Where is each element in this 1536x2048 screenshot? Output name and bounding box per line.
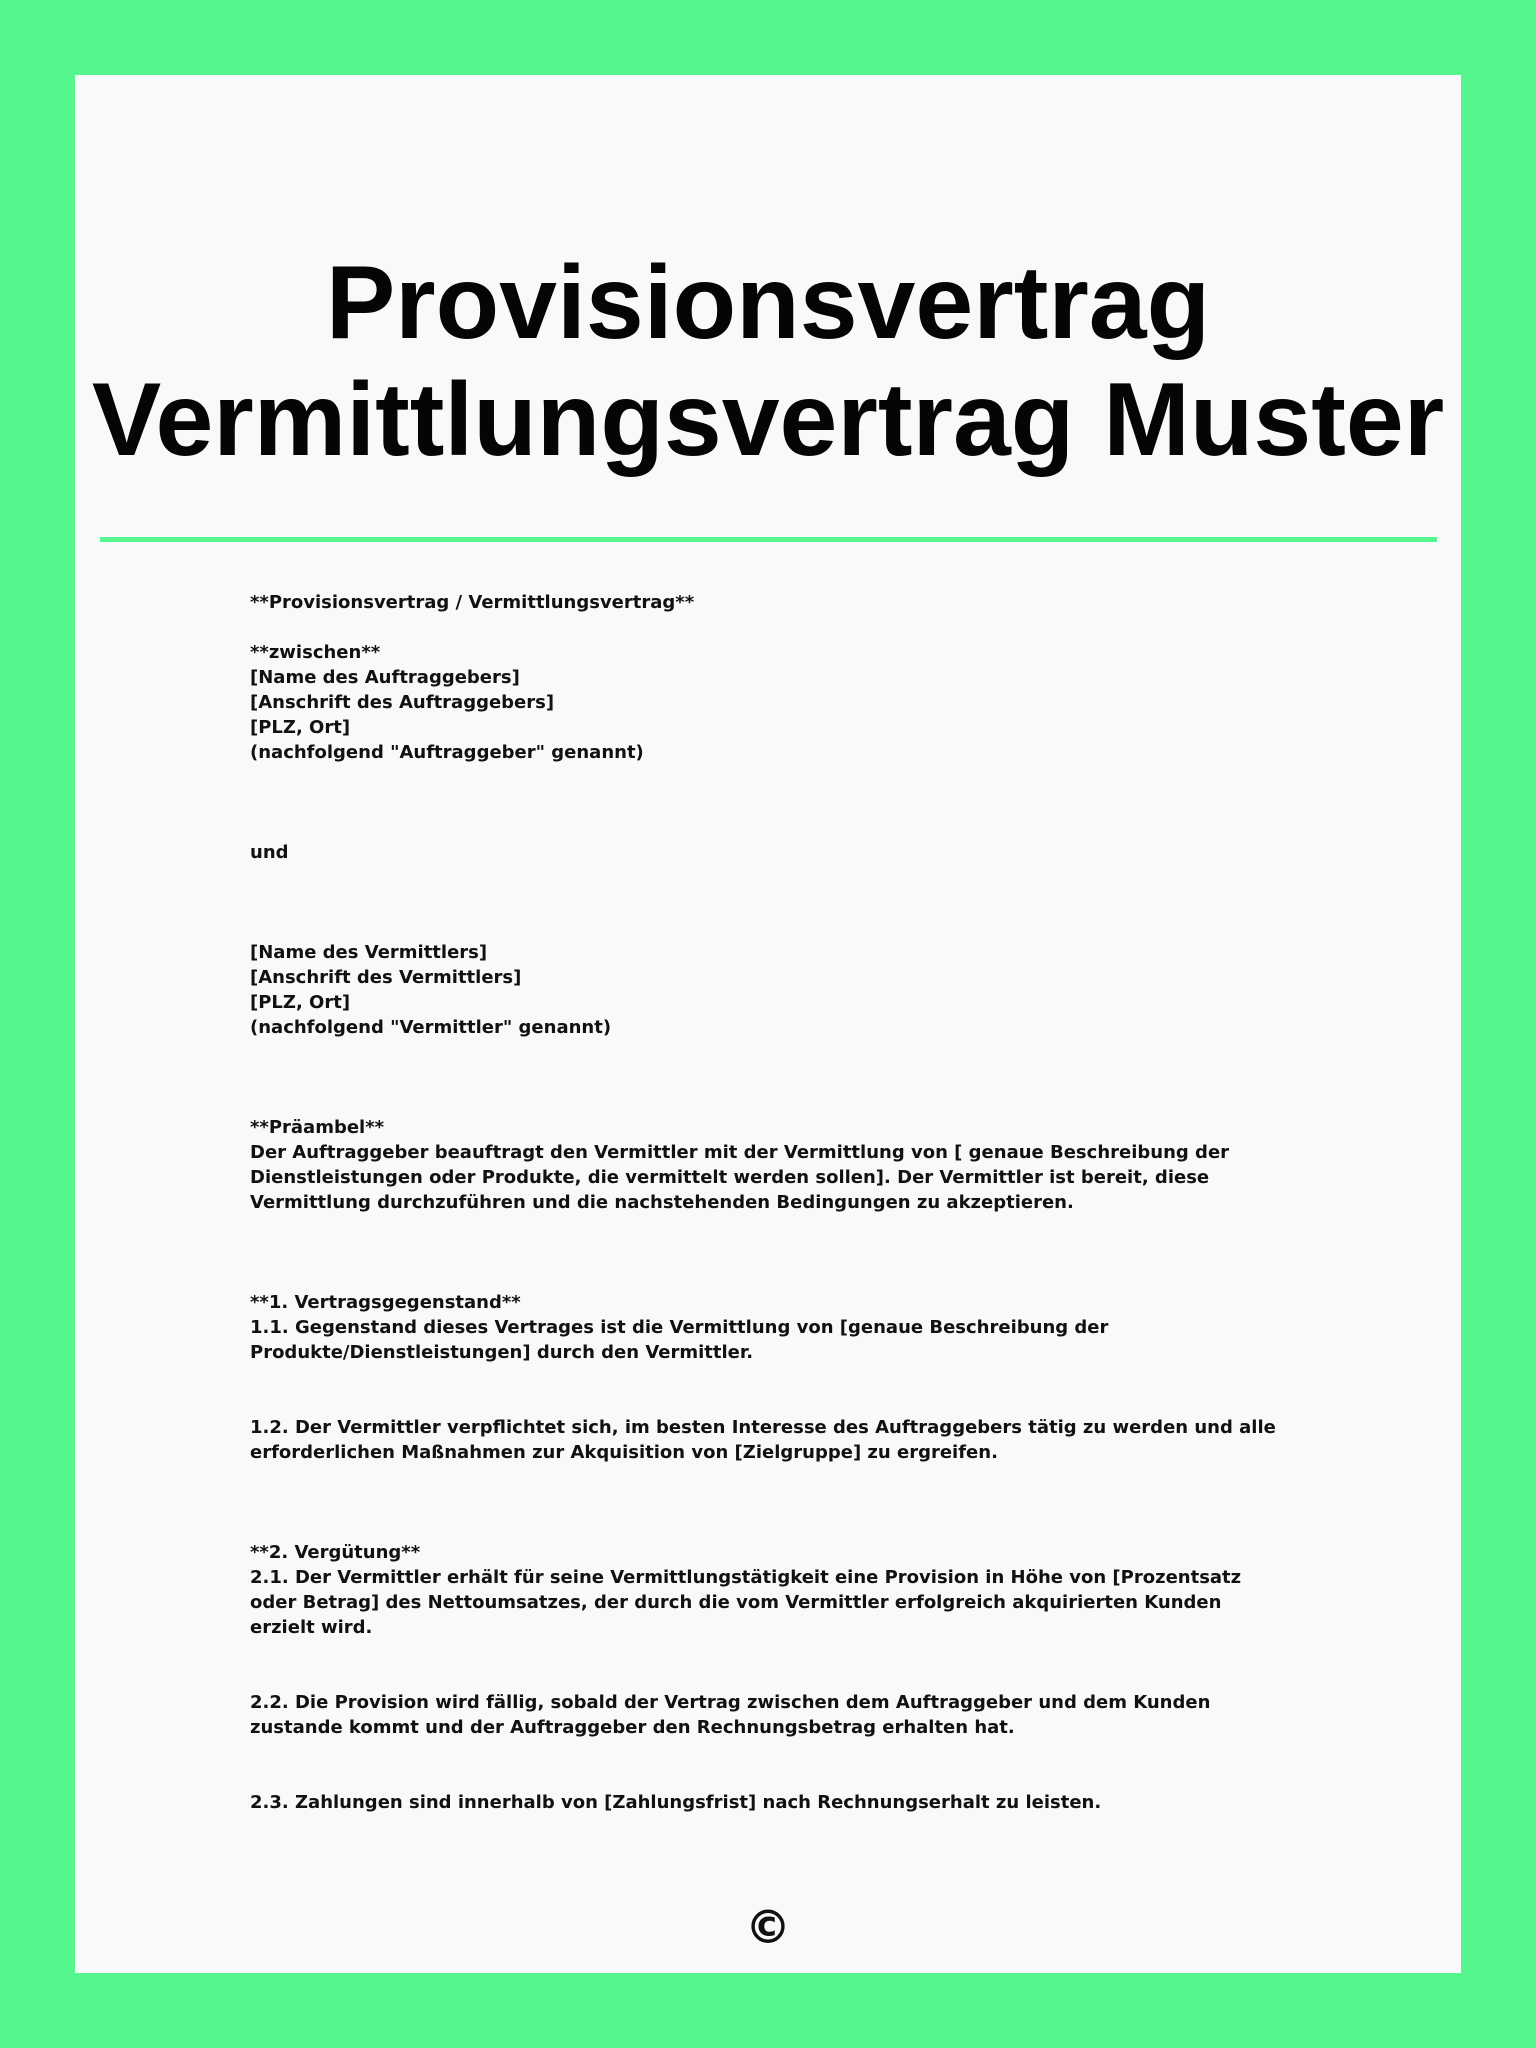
and-separator: und (250, 842, 289, 863)
party-client-block: **zwischen** [Name des Auftraggebers] [Anschrift des Auftraggebers] [PLZ, Ort] (nachfolgend "Auftraggeber" genannt) (250, 642, 644, 763)
title-line-1: Provisionsvertrag (325, 245, 1211, 361)
section-1-subject: **1. Vertragsgegenstand** 1.1. Gegenstand dieses Vertrages ist die Vermittlung von [genaue Beschreibung der Produkte/Dienstleistungen] durch den Vermittler. (250, 1292, 1109, 1363)
section-2-2: 2.2. Die Provision wird fällig, sobald der Vertrag zwischen dem Auftraggeber und dem Kunden zustande kommt und der Auftraggeber den Rechnungsbetrag erhalten hat. (250, 1692, 1211, 1738)
section-2-3: 2.3. Zahlungen sind innerhalb von [Zahlungsfrist] nach Rechnungserhalt zu leisten. (250, 1792, 1102, 1813)
copyright-symbol: © (745, 1900, 791, 1954)
preamble-section: **Präambel** Der Auftraggeber beauftragt den Vermittler mit der Vermittlung von [ genaue Beschreibung der Dienstleistungen oder Produkte, die vermittelt werden sollen]. Der Vermittler ist bereit, diese Vermittlung durchzuführen und die nachstehenden Bedingungen zu akzeptieren. (250, 1117, 1230, 1213)
document-title (0, 245, 1536, 479)
contract-heading: **Provisionsvertrag / Vermittlungsvertrag** (250, 592, 695, 613)
section-1-2: 1.2. Der Vermittler verpflichtet sich, im besten Interesse des Auftraggebers tätig zu werden und alle erforderlichen Maßnahmen zur Akquisition von [Zielgruppe] zu ergreifen. (250, 1417, 1276, 1463)
section-2-compensation: **2. Vergütung** 2.1. Der Vermittler erhält für seine Vermittlungstätigkeit eine Provision in Höhe von [Prozentsatz oder Betrag] des Nettoumsatzes, der durch die vom Vermittler erfolgreich akquirierten Kunden erzielt wird. (250, 1542, 1242, 1638)
contract-body (250, 590, 1290, 1815)
title-divider (100, 537, 1437, 542)
title-line-2: Vermittlungsvertrag Muster (91, 362, 1445, 478)
party-agent-block: [Name des Vermittlers] [Anschrift des Vermittlers] [PLZ, Ort] (nachfolgend "Vermittler" genannt) (250, 942, 612, 1038)
